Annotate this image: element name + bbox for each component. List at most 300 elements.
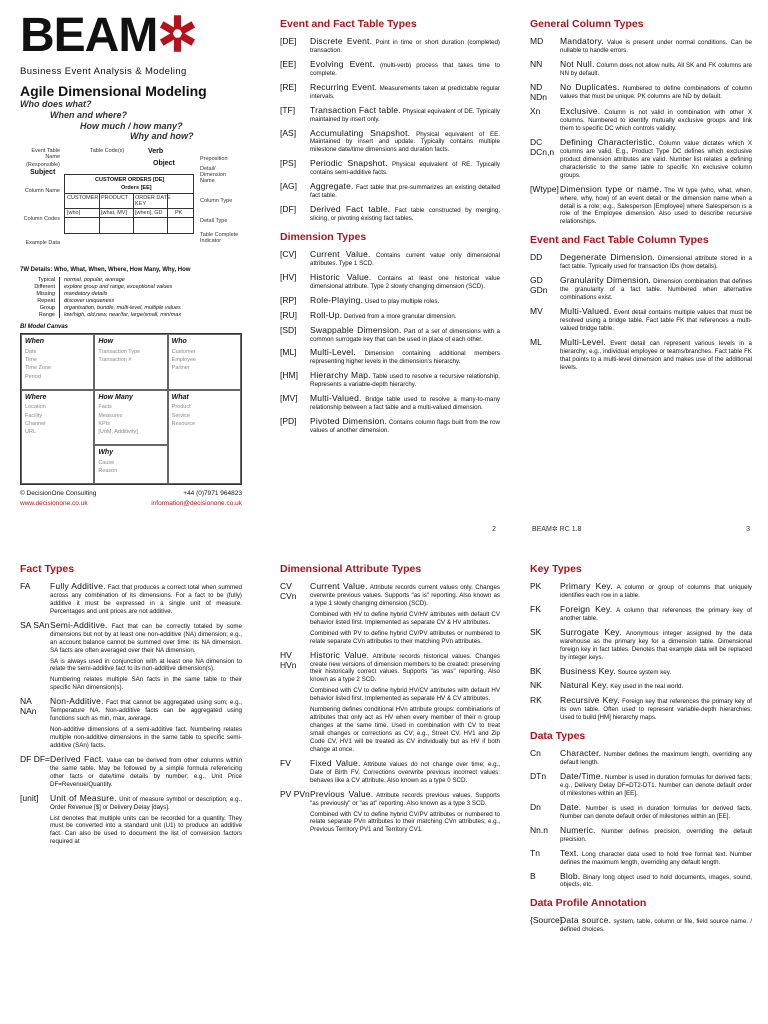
canvas-cell-where: Where Location Facility Channel URL [21, 390, 94, 485]
definition-entry [280, 272, 500, 291]
entry-text: Attribute records previous values. Supports "as previously" or "as at" reporting. Also known as a type 3 SCD. [310, 791, 500, 807]
beam-logo: BEAM✲ [20, 9, 197, 62]
entry-paragraph: Non-additive dimensions of a semi-additive fact. Numbering relates multiple non-additive dimensions in the same table to specific semi-additive (SAn) facts. [50, 726, 242, 749]
entry-body [310, 272, 500, 291]
page-3 [530, 0, 752, 545]
entry-text: Event detail can represent various levels in a hierarchy; e.g., individual employee or teams/branches. Fact table FK that points to a multi-level dimension and makes use of the additional levels. [560, 339, 752, 371]
entry-text: system, table, column or file, field source name. / defined choices. [560, 918, 752, 934]
definition-entry [530, 275, 752, 302]
definition-entry [530, 184, 752, 227]
table-diagram [20, 148, 242, 263]
type-when: [when], GD [135, 210, 163, 217]
entry-text: Attribute records current values only. Changes overwrite previous values. Supports "as is" reporting. Also known as a type 1 slowly changing dimension (SCD). [310, 584, 500, 607]
entry-body [560, 59, 752, 78]
entry-code: [EE] [280, 58, 297, 69]
entry-body [310, 325, 500, 344]
bi-model-canvas [20, 333, 242, 485]
entry-code: DF DF= [20, 753, 50, 764]
entry-term: Defining Characteristic. [560, 136, 655, 147]
bi-model-canvas-title: BI Model Canvas [20, 324, 69, 331]
definition-list [280, 36, 500, 223]
entry-text: Anonymous integer assigned by the data warehouse as the primary key for a dimension table. Dimensional foreign key in fact tables. Denotes that example data will be replaced by integer keys. [560, 629, 752, 661]
entry-body [560, 627, 752, 662]
entry-body [560, 106, 752, 133]
label-table-codes: Table Code(s) [90, 148, 125, 155]
entry-code: FK [530, 603, 541, 614]
entry-body [50, 754, 242, 789]
entry-term: Periodic Snapshot. [310, 158, 388, 169]
entry-code: [PD] [280, 416, 297, 427]
entry-term: Data source. [560, 915, 612, 926]
entry-code: [Wtype] [530, 183, 559, 194]
canvas-cell-what: What Product Service Resource [168, 390, 241, 485]
entry-term: Exclusive. [560, 106, 601, 117]
type-what: [what, MV] [101, 210, 127, 217]
entry-text: Column is not valid in combination with other X columns. Numbered to identify mutually exclusive groups and link them to specific DC which controls validity. [560, 109, 752, 132]
entry-code: [RU] [280, 309, 297, 320]
entry-text: Column value dictates which X columns are valid. E.g., Product Type DC defines which exclusive product dimension attributes are valid. Number list relates a defining characteristic to the same table to specific Xn exclusive column groups. [560, 139, 752, 179]
definition-entry [280, 789, 500, 835]
page-number: 3 [746, 526, 750, 533]
entry-paragraph: Combined with HV to define hybrid CV/HV attributes with default CV behavior listed first. Implemented as separate CV & HV attributes. [310, 610, 500, 626]
entry-term: Date/Time. [560, 771, 604, 782]
definition-entry [530, 848, 752, 867]
entry-text: Number defines precision, overriding the default precision. [560, 827, 752, 843]
entry-text: Fact table constructed by merging, slicing, or pivoting existing fact tables. [310, 207, 500, 222]
entry-text: Attribute records historical values. Changes create new versions of dimension members to be created: preserving their historically correct values. Supports "as was" reporting. Also known as a type 2 SCD. [310, 652, 500, 684]
section-title: Data Profile Annotation [530, 897, 647, 910]
entry-code: SK [530, 626, 542, 637]
col-key: KEY [135, 201, 147, 208]
entry-code: {Source} [530, 915, 563, 926]
cover-page [20, 0, 242, 545]
entry-text: Value is present under normal conditions. Can be nullable to handle errors. [560, 39, 752, 54]
definition-entry [280, 650, 500, 754]
type-who: [who] [67, 210, 81, 217]
theme-key: Group [39, 304, 55, 311]
table-verb: Orders [EE] [121, 185, 152, 192]
entry-text: Foreign key that references the primary key of its own table. Often used to represent variable-depth hierarchies. Used to build [HM] hierarchy maps. [560, 698, 752, 722]
entry-body [560, 848, 752, 867]
entry-code: PK [530, 581, 542, 591]
entry-body [310, 128, 500, 155]
definition-entry [280, 325, 500, 344]
entry-code: [HV] [280, 271, 297, 282]
entry-text: Derived from a more granular dimension. [344, 312, 457, 320]
entry-text: Attribute values do not change over time; e.g., Date of Birth FV. Corrections overwrite previous incorrect values: behaves like a CV attribute. Also known as a type 0 SCD. [310, 760, 500, 784]
entry-paragraph: Numbering defines conditional HVn attribute groups: combinations of attributes that only act as HV when every member of their n group changes at the same time. Used in combination with CV to treat small changes or corrections as CV; e.g., Street CV, HV1 and Zip Code CV, HV1 will be treated as CV individually but as HV if both change at once. [310, 706, 500, 753]
entry-body [50, 696, 242, 750]
entry-term: Derived Fact table. [310, 204, 391, 215]
email-link[interactable]: information@decisionone.co.uk [151, 499, 242, 507]
definition-entry [20, 793, 242, 847]
entry-body [560, 871, 752, 890]
entry-term: Swappable Dimension. [310, 324, 402, 335]
footer [20, 489, 242, 507]
entry-term: Not Null. [560, 58, 595, 69]
definition-entry [280, 295, 500, 306]
seven-w-details: 7W Details: Who, What, When, Where, How Many, Why, How [20, 267, 191, 274]
entry-body [310, 416, 500, 435]
entry-term: Character. [560, 748, 602, 759]
type-pk: PK [175, 210, 183, 217]
definition-entry [280, 416, 500, 435]
entry-code: [RE] [280, 81, 297, 92]
definition-entry [530, 695, 752, 722]
definition-entry [530, 748, 752, 767]
entry-code: [TF] [280, 104, 296, 115]
entry-code: [CV] [280, 248, 297, 259]
definition-entry [280, 347, 500, 366]
entry-term: Fully Additive. [50, 581, 106, 591]
entry-text: Numbered to define combinations of column values that must be unique. PK columns are ND by default. [560, 84, 752, 100]
entry-term: Primary Key. [560, 581, 613, 591]
canvas-cell-who: Who Customer Employee Partner [168, 334, 241, 390]
entry-code: [AG] [280, 181, 298, 192]
theme-value: explore group and range, exceptional values [64, 284, 173, 291]
entry-text: Unit of measure symbol or description; e.g., Order Revenue [$] or Delivery Delay [days]. [50, 795, 242, 811]
entry-code: CV CVn [280, 581, 297, 602]
asterisk-icon: ✲ [157, 9, 197, 62]
entry-code: [SD] [280, 324, 297, 335]
entry-code: ML [530, 336, 542, 347]
entry-code: [DE] [280, 36, 297, 46]
entry-body [560, 604, 752, 623]
label-verb: Verb [148, 148, 164, 156]
definition-entry [20, 754, 242, 789]
entry-text: Measurements taken at predictable regular intervals. [310, 84, 500, 100]
question-2: When and where? [50, 109, 128, 120]
definition-list [530, 252, 752, 371]
entry-code: NK [530, 680, 542, 691]
entry-body [310, 59, 500, 78]
theme-value: normal, popular, average [64, 277, 125, 284]
canvas-cell-why: Why Cause Reason [94, 445, 167, 484]
entry-code: DC DCn,n [530, 136, 555, 158]
entry-code: DTn [530, 771, 547, 782]
entry-term: Current Value. [310, 248, 371, 259]
website-link[interactable]: www.decisionone.co.uk [20, 499, 88, 507]
entry-text: Physical equivalent of RE. Typically contains semi-additive facts. [310, 161, 500, 177]
entry-code: Tn [530, 847, 540, 858]
definition-entry [280, 128, 500, 155]
entry-body [560, 337, 752, 372]
entry-code: GD GDn [530, 275, 548, 296]
entry-term: Business Key. [560, 665, 616, 676]
entry-term: Multi-Level. [310, 347, 356, 358]
entry-text: Contains column flags built from the row values of another dimension. [310, 419, 500, 434]
entry-code: Xn [530, 106, 541, 117]
entry-text: Part of a set of dimensions with a common surrogate key that can be used in place of each other. [310, 327, 500, 343]
entry-text: Fact table that pre-summarizes an existing detailed fact table. [310, 184, 500, 200]
definition-entry [530, 581, 752, 600]
entry-code: [MV] [280, 393, 298, 404]
label-subject: Subject [30, 169, 56, 177]
entry-body [560, 252, 752, 271]
entry-body [560, 184, 752, 227]
entry-term: Transaction Fact table. [310, 104, 401, 115]
definition-list [280, 581, 500, 834]
entry-text: Column does not allow nulls. All SK and FK columns are NN by default. [560, 61, 752, 77]
definition-entry [530, 337, 752, 372]
example-data-themes [20, 277, 242, 318]
entry-code: FA [20, 581, 31, 591]
entry-text: The W type (who, what, when, where, why, how) of an event detail or the dimension name when a detail is a role; e.g., Salesperson [Employee] where Salesperson is a role of the Employee dimension. Also used to describe recursive relationships. [560, 186, 752, 226]
definition-entry [530, 106, 752, 133]
entry-code: RK [530, 695, 542, 706]
entry-body [310, 181, 500, 200]
entry-term: Granularity Dimension. [560, 275, 652, 286]
entry-code: [unit] [20, 792, 39, 803]
entry-term: Fixed Value. [310, 757, 361, 768]
entry-text: Physical equivalent of EE. Maintained by insert and update. Typically contains multiple milestone date/time dimensions and duration facts. [310, 130, 500, 154]
entry-text: Point in time or short duration (completed) transaction. [310, 39, 500, 54]
entry-term: Previous Value. [310, 788, 374, 799]
section-title: General Column Types [530, 18, 644, 30]
entry-body [310, 789, 500, 835]
entry-body [560, 581, 752, 600]
entry-paragraph: List denotes that multiple units can be recorded for a quantity. They must be converted into a standard unit (U1) to produce an additive fact. Can also be used to document the list of conversion factors required at [50, 814, 242, 846]
entry-body [560, 137, 752, 180]
entry-term: Mandatory. [560, 36, 604, 46]
entry-term: Discrete Event. [310, 36, 373, 46]
entry-term: Pivoted Dimension. [310, 416, 387, 427]
entry-body [560, 82, 752, 102]
entry-body [560, 771, 752, 798]
entry-body [310, 158, 500, 177]
entry-term: Historic Value. [310, 271, 372, 282]
entry-code: [ML] [280, 347, 297, 358]
entry-term: Semi-Additive. [50, 619, 108, 630]
entry-term: Current Value. [310, 581, 368, 591]
entry-term: Surrogate Key. [560, 626, 622, 637]
definition-entry [530, 36, 752, 55]
entry-code: SA SAn [20, 619, 50, 630]
definition-entry [530, 802, 752, 821]
definition-entry [280, 204, 500, 223]
entry-code: PV PVn [280, 788, 310, 799]
entry-body [560, 695, 752, 722]
entry-term: Date. [560, 801, 582, 812]
theme-key: Typical [37, 277, 55, 284]
entry-paragraph: Combined with CV to define hybrid CV/PV attributes or numbered to relate separate PVn attributes to their matching CVn attributes; e.g., Previous Territory PV1 and Territory CV1. [310, 810, 500, 834]
definition-entry [280, 82, 500, 101]
canvas-cell-when: When Date Time Time Zone Period [21, 334, 94, 390]
entry-text: Dimension containing additional members representing higher levels in the dimension's hierarchy. [310, 350, 500, 366]
section-title: Data Types [530, 730, 586, 743]
definition-entry [530, 915, 752, 934]
canvas-cell-how-many: How Many Facts Measures KPIs [UoM, Additivity] [94, 390, 167, 446]
theme-value: organisation, bundle, multi-level, multiple values [64, 304, 181, 311]
entry-term: Numeric. [560, 824, 596, 835]
entry-body [310, 82, 500, 101]
definition-entry [530, 771, 752, 798]
entry-code: NA NAn [20, 696, 37, 717]
entry-text: Used to play multiple roles. [364, 297, 440, 305]
entry-body [310, 370, 500, 389]
definition-entry [530, 604, 752, 623]
entry-code: [HM] [280, 370, 298, 381]
entry-body [310, 36, 500, 55]
entry-code: MV [530, 306, 543, 316]
label-column-type: Column Type [200, 198, 233, 205]
entry-body [560, 275, 752, 302]
definition-entry [20, 620, 242, 693]
entry-code: Dn [530, 801, 541, 812]
entry-text: Dimensional attribute stored in a fact table. Typically used for transaction IDs (how details). [560, 255, 752, 271]
entry-text: Source system key. [617, 668, 672, 676]
entry-body [560, 666, 752, 677]
logo-subtitle: Business Event Analysis & Modeling [20, 66, 187, 77]
entry-body [310, 295, 500, 306]
definition-entry [280, 36, 500, 55]
copyright: © DecisionOne Consulting [20, 490, 97, 498]
entry-text: Bridge table used to resolve a many-to-many relationship between a fact table and a multi-valued dimension. [310, 396, 500, 412]
entry-term: No Duplicates. [560, 81, 620, 92]
entry-body [50, 581, 242, 616]
entry-body [560, 306, 752, 333]
entry-term: Non-Additive. [50, 696, 104, 707]
entry-term: Multi-Valued. [310, 393, 362, 404]
definition-entry [530, 137, 752, 180]
entry-code: B [530, 870, 536, 881]
definition-list [530, 581, 752, 722]
theme-key: Repeat [37, 297, 55, 304]
entry-text: Fact that can be correctly totaled by some dimensions but not by at least one non-additive (NA) dimension; e.g., an account balance cannot be summed over time: its NA dimension. SA facts are often averaged over their NA dimension. [50, 622, 242, 654]
entry-term: Accumulating Snapshot. [310, 127, 411, 138]
entry-text: Contains at least one historical value dimensional attribute. Type 2 slowly changing dimension (SCD). [310, 274, 500, 290]
label-event-table: Event Table Name [31, 148, 60, 161]
entry-code: BK [530, 665, 542, 676]
definition-list [280, 249, 500, 435]
definition-list [530, 748, 752, 889]
entry-code: [PS] [280, 158, 297, 169]
entry-code: [AS] [280, 127, 297, 138]
entry-text: A column or group of columns that uniquely identifies each row in a table. [560, 584, 752, 599]
page-2 [280, 0, 500, 545]
entry-text: Event detail contains multiple values that must be resolved using a bridge table. Fact table FK that references a multi-valued bridge table. [560, 309, 752, 332]
entry-code: [RP] [280, 294, 297, 305]
page-4 [20, 555, 242, 1024]
entry-term: Multi-Valued. [560, 306, 612, 316]
entry-body [560, 915, 752, 934]
label-detail-type: Detail Type [200, 218, 228, 225]
definition-entry [280, 310, 500, 321]
entry-body [560, 680, 752, 691]
entry-term: Recurring Event. [310, 81, 378, 92]
entry-body [310, 650, 500, 754]
entry-text: (multi-verb) process that takes time to complete. [310, 61, 500, 77]
entry-text: Number is used in duration formulas for derived facts; e.g., Delivery Delay DF=DT2-DT1. Number can denote default order of milestones within an [EE]. [560, 774, 752, 797]
entry-body [310, 393, 500, 412]
definition-list [20, 581, 242, 846]
definition-entry [530, 825, 752, 844]
entry-body [310, 310, 500, 321]
entry-term: Unit of Measure. [50, 792, 117, 803]
entry-text: Contains current value only dimensional attributes. Type 1 SCD. [310, 251, 500, 267]
definition-entry [530, 306, 752, 333]
entry-text: Fact that produces a correct total when summed across any combination of its dimensions. For a fact to be (fully) additive it must be expressed in a single unit of measure. Percentages and unit prices are not additive. [50, 584, 242, 615]
section-title: Key Types [530, 563, 582, 575]
definition-entry [530, 82, 752, 102]
definition-entry [530, 680, 752, 691]
definition-entry [280, 581, 500, 646]
entry-term: Blob. [560, 870, 581, 881]
definition-entry [280, 370, 500, 389]
entry-text: Number is used in duration formulas for derived facts. Number can denote default order of milestones within an [EE]. [560, 804, 752, 820]
entry-body [310, 347, 500, 366]
question-4: Why and how? [130, 131, 194, 142]
entry-paragraph: SA is always used in conjunction with at least one NA dimension to relate the semi-additive fact to its non-additive dimension(s). [50, 657, 242, 673]
definition-entry [280, 105, 500, 124]
definition-entry [280, 758, 500, 785]
entry-code: MD [530, 36, 544, 46]
definition-entry [280, 249, 500, 268]
section-title: Event and Fact Table Types [280, 18, 417, 30]
entry-code: NN [530, 58, 543, 69]
entry-body [310, 204, 500, 223]
entry-code: FV [280, 757, 291, 768]
definition-entry [530, 59, 752, 78]
page-number: 2 [492, 526, 496, 533]
entry-term: Role-Playing. [310, 294, 364, 305]
definition-list [530, 915, 752, 934]
col-customer: CUSTOMER [67, 195, 99, 202]
definition-entry [280, 181, 500, 200]
entry-code: Nn.n [530, 824, 548, 835]
entry-paragraph: Combined with PV to define hybrid CV/PV attributes or numbered to relate separate CVn attributes to their matching PVn attributes. [310, 629, 500, 645]
definition-entry [530, 666, 752, 677]
entry-term: Evolving Event. [310, 58, 375, 69]
definition-entry [530, 627, 752, 662]
definition-list [530, 36, 752, 226]
entry-paragraph: Numbering relates multiple SAn facts in the same table to their specific NAn dimension(s). [50, 676, 242, 692]
definition-entry [20, 696, 242, 750]
entry-term: Aggregate. [310, 181, 354, 192]
example-table [64, 174, 194, 234]
entry-body [310, 249, 500, 268]
entry-paragraph: Combined with CV to define hybrid HV/CV attributes with default HV behavior listed first. Implemented as separate HV & CV attributes. [310, 687, 500, 703]
entry-term: Derived Fact. [50, 753, 104, 764]
entry-text: Number defines the maximum length, overriding any default length. [560, 751, 752, 767]
entry-text: Fact that cannot be aggregated using sum; e.g., Temperature NA. Non-additive facts can be aggregated using functions such as min, max, average. [50, 699, 242, 723]
entry-text: Long character data used to hold free format text. Number defines the maximum length, overriding any default length. [560, 850, 752, 866]
entry-body [560, 748, 752, 767]
label-column-name: Column Name [24, 188, 60, 195]
entry-code: ND NDn [530, 81, 548, 102]
label-responsible: (Responsible) [26, 162, 60, 169]
label-column-codes: Column Codes [23, 216, 60, 223]
entry-text: A column that references the primary key of another table. [560, 606, 752, 622]
table-title: CUSTOMER ORDERS [DE] [95, 177, 165, 184]
col-product: PRODUCT [101, 195, 129, 202]
col-order-date: ORDER DATE [135, 195, 171, 202]
entry-text: Table used to resolve a recursive relationship. Represents a variable-depth hierarchy. [310, 373, 500, 389]
label-example-data: Example Data [25, 240, 60, 247]
entry-code: [DF] [280, 204, 297, 215]
theme-value: mandatory details [64, 290, 108, 297]
entry-term: Multi-Level. [560, 336, 606, 347]
canvas-cell-how: How Transaction Type Transaction # [94, 334, 167, 390]
definition-entry [20, 581, 242, 616]
label-preposition: Preposition [200, 156, 228, 163]
entry-term: Recursive Key. [560, 695, 620, 706]
definition-entry [280, 158, 500, 177]
definition-entry [280, 393, 500, 412]
page-title: Agile Dimensional Modeling [20, 83, 207, 99]
entry-body [560, 825, 752, 844]
definition-entry [530, 871, 752, 890]
